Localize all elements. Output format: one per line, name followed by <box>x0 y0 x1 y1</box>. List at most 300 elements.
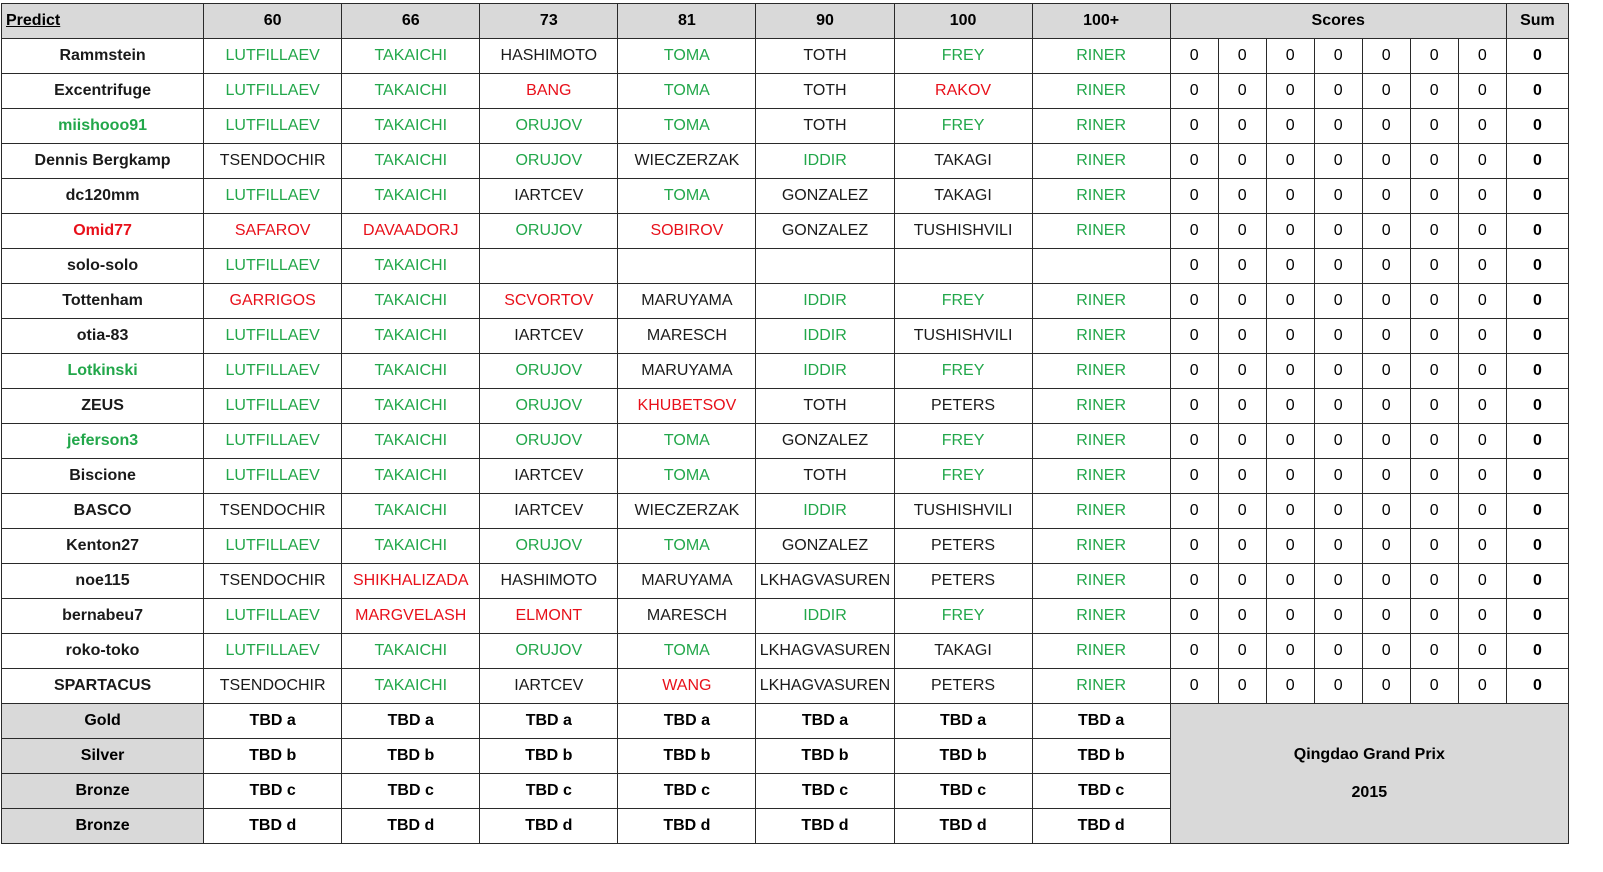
pick-cell[interactable]: SCVORTOV <box>480 284 618 319</box>
pick-cell[interactable]: FREY <box>894 354 1032 389</box>
score-cell[interactable]: 0 <box>1218 634 1266 669</box>
score-cell[interactable]: 0 <box>1218 424 1266 459</box>
score-cell[interactable]: 0 <box>1458 214 1506 249</box>
pick-cell[interactable]: TAKAICHI <box>342 669 480 704</box>
score-cell[interactable]: 0 <box>1314 109 1362 144</box>
participant-name[interactable]: jeferson3 <box>2 424 204 459</box>
score-cell[interactable]: 0 <box>1410 74 1458 109</box>
score-cell[interactable]: 0 <box>1410 599 1458 634</box>
score-cell[interactable]: 0 <box>1266 144 1314 179</box>
score-cell[interactable]: 0 <box>1266 214 1314 249</box>
score-cell[interactable]: 0 <box>1458 354 1506 389</box>
pick-cell[interactable]: TOMA <box>618 39 756 74</box>
score-cell[interactable]: 0 <box>1458 494 1506 529</box>
score-cell[interactable]: 0 <box>1218 39 1266 74</box>
pick-cell[interactable]: IDDIR <box>756 319 894 354</box>
sum-cell[interactable]: 0 <box>1506 424 1568 459</box>
pick-cell[interactable]: LUTFILLAEV <box>204 599 342 634</box>
score-cell[interactable]: 0 <box>1218 389 1266 424</box>
pick-cell[interactable]: RINER <box>1032 319 1170 354</box>
pick-cell[interactable]: ORUJOV <box>480 634 618 669</box>
pick-cell[interactable]: MARUYAMA <box>618 564 756 599</box>
score-cell[interactable]: 0 <box>1314 249 1362 284</box>
score-cell[interactable]: 0 <box>1170 249 1218 284</box>
pick-cell[interactable]: TOMA <box>618 529 756 564</box>
medal-result-cell[interactable]: TBD a <box>894 704 1032 739</box>
score-cell[interactable]: 0 <box>1362 284 1410 319</box>
pick-cell[interactable]: PETERS <box>894 564 1032 599</box>
pick-cell[interactable]: TOMA <box>618 424 756 459</box>
pick-cell[interactable]: TAKAICHI <box>342 494 480 529</box>
pick-cell[interactable]: LUTFILLAEV <box>204 249 342 284</box>
pick-cell[interactable]: TAKAICHI <box>342 354 480 389</box>
pick-cell[interactable]: TSENDOCHIR <box>204 669 342 704</box>
pick-cell[interactable]: RINER <box>1032 144 1170 179</box>
score-cell[interactable]: 0 <box>1314 354 1362 389</box>
score-cell[interactable]: 0 <box>1170 354 1218 389</box>
score-cell[interactable]: 0 <box>1266 319 1314 354</box>
pick-cell[interactable] <box>480 249 618 284</box>
pick-cell[interactable]: TOMA <box>618 459 756 494</box>
pick-cell[interactable]: IARTCEV <box>480 494 618 529</box>
participant-name[interactable]: Kenton27 <box>2 529 204 564</box>
score-cell[interactable]: 0 <box>1458 634 1506 669</box>
score-cell[interactable]: 0 <box>1362 634 1410 669</box>
pick-cell[interactable]: DAVAADORJ <box>342 214 480 249</box>
pick-cell[interactable]: TAKAICHI <box>342 634 480 669</box>
score-cell[interactable]: 0 <box>1410 424 1458 459</box>
score-cell[interactable]: 0 <box>1266 494 1314 529</box>
score-cell[interactable]: 0 <box>1218 179 1266 214</box>
pick-cell[interactable]: TSENDOCHIR <box>204 144 342 179</box>
score-cell[interactable]: 0 <box>1218 529 1266 564</box>
pick-cell[interactable]: LUTFILLAEV <box>204 319 342 354</box>
pick-cell[interactable]: PETERS <box>894 529 1032 564</box>
participant-name[interactable]: solo-solo <box>2 249 204 284</box>
pick-cell[interactable]: BANG <box>480 74 618 109</box>
score-cell[interactable]: 0 <box>1266 179 1314 214</box>
pick-cell[interactable]: IARTCEV <box>480 319 618 354</box>
score-cell[interactable]: 0 <box>1266 389 1314 424</box>
score-cell[interactable]: 0 <box>1458 284 1506 319</box>
pick-cell[interactable]: ORUJOV <box>480 144 618 179</box>
pick-cell[interactable]: RINER <box>1032 354 1170 389</box>
pick-cell[interactable]: FREY <box>894 599 1032 634</box>
score-cell[interactable]: 0 <box>1170 424 1218 459</box>
score-cell[interactable]: 0 <box>1458 389 1506 424</box>
score-cell[interactable]: 0 <box>1170 319 1218 354</box>
pick-cell[interactable]: TUSHISHVILI <box>894 494 1032 529</box>
pick-cell[interactable]: ORUJOV <box>480 109 618 144</box>
pick-cell[interactable] <box>1032 249 1170 284</box>
score-cell[interactable]: 0 <box>1458 424 1506 459</box>
score-cell[interactable]: 0 <box>1218 669 1266 704</box>
score-cell[interactable]: 0 <box>1218 564 1266 599</box>
pick-cell[interactable]: TOMA <box>618 109 756 144</box>
pick-cell[interactable]: MARESCH <box>618 319 756 354</box>
pick-cell[interactable]: IARTCEV <box>480 459 618 494</box>
participant-name[interactable]: Rammstein <box>2 39 204 74</box>
weight-header-100[interactable]: 100 <box>894 4 1032 39</box>
score-cell[interactable]: 0 <box>1410 634 1458 669</box>
predict-header[interactable]: Predict <box>2 4 204 39</box>
score-cell[interactable]: 0 <box>1362 424 1410 459</box>
pick-cell[interactable]: LUTFILLAEV <box>204 459 342 494</box>
pick-cell[interactable]: TUSHISHVILI <box>894 319 1032 354</box>
pick-cell[interactable]: TAKAICHI <box>342 389 480 424</box>
pick-cell[interactable]: RINER <box>1032 599 1170 634</box>
weight-header-90[interactable]: 90 <box>756 4 894 39</box>
score-cell[interactable]: 0 <box>1170 564 1218 599</box>
score-cell[interactable]: 0 <box>1410 389 1458 424</box>
pick-cell[interactable]: ORUJOV <box>480 424 618 459</box>
score-cell[interactable]: 0 <box>1314 284 1362 319</box>
pick-cell[interactable]: ORUJOV <box>480 354 618 389</box>
score-cell[interactable]: 0 <box>1266 529 1314 564</box>
pick-cell[interactable]: TOTH <box>756 109 894 144</box>
score-cell[interactable]: 0 <box>1314 564 1362 599</box>
weight-header-81[interactable]: 81 <box>618 4 756 39</box>
pick-cell[interactable]: RINER <box>1032 564 1170 599</box>
score-cell[interactable]: 0 <box>1314 74 1362 109</box>
pick-cell[interactable]: TUSHISHVILI <box>894 214 1032 249</box>
medal-result-cell[interactable]: TBD d <box>342 809 480 844</box>
medal-result-cell[interactable]: TBD d <box>618 809 756 844</box>
pick-cell[interactable]: LUTFILLAEV <box>204 109 342 144</box>
pick-cell[interactable]: WIECZERZAK <box>618 494 756 529</box>
medal-result-cell[interactable]: TBD c <box>204 774 342 809</box>
score-cell[interactable]: 0 <box>1410 249 1458 284</box>
score-cell[interactable]: 0 <box>1362 494 1410 529</box>
sum-cell[interactable]: 0 <box>1506 179 1568 214</box>
pick-cell[interactable]: PETERS <box>894 669 1032 704</box>
score-cell[interactable]: 0 <box>1314 599 1362 634</box>
sum-cell[interactable]: 0 <box>1506 634 1568 669</box>
pick-cell[interactable]: LKHAGVASUREN <box>756 669 894 704</box>
pick-cell[interactable]: ELMONT <box>480 599 618 634</box>
score-cell[interactable]: 0 <box>1266 669 1314 704</box>
medal-result-cell[interactable]: TBD a <box>342 704 480 739</box>
score-cell[interactable]: 0 <box>1266 424 1314 459</box>
pick-cell[interactable]: IDDIR <box>756 599 894 634</box>
score-cell[interactable]: 0 <box>1458 319 1506 354</box>
pick-cell[interactable]: TAKAICHI <box>342 39 480 74</box>
score-cell[interactable]: 0 <box>1266 599 1314 634</box>
score-cell[interactable]: 0 <box>1314 389 1362 424</box>
pick-cell[interactable]: TOTH <box>756 74 894 109</box>
participant-name[interactable]: miishooo91 <box>2 109 204 144</box>
pick-cell[interactable]: RINER <box>1032 39 1170 74</box>
medal-result-cell[interactable]: TBD c <box>342 774 480 809</box>
participant-name[interactable]: roko-toko <box>2 634 204 669</box>
score-cell[interactable]: 0 <box>1314 319 1362 354</box>
pick-cell[interactable]: TAKAICHI <box>342 74 480 109</box>
pick-cell[interactable]: TOMA <box>618 74 756 109</box>
sum-cell[interactable]: 0 <box>1506 74 1568 109</box>
score-cell[interactable]: 0 <box>1410 144 1458 179</box>
score-cell[interactable]: 0 <box>1266 74 1314 109</box>
score-cell[interactable]: 0 <box>1314 39 1362 74</box>
sum-cell[interactable]: 0 <box>1506 669 1568 704</box>
participant-name[interactable]: Biscione <box>2 459 204 494</box>
score-cell[interactable]: 0 <box>1458 249 1506 284</box>
participant-name[interactable]: bernabeu7 <box>2 599 204 634</box>
pick-cell[interactable]: FREY <box>894 424 1032 459</box>
pick-cell[interactable]: LUTFILLAEV <box>204 389 342 424</box>
pick-cell[interactable]: IARTCEV <box>480 669 618 704</box>
pick-cell[interactable]: GONZALEZ <box>756 214 894 249</box>
pick-cell[interactable]: TAKAICHI <box>342 179 480 214</box>
score-cell[interactable]: 0 <box>1314 214 1362 249</box>
score-cell[interactable]: 0 <box>1410 354 1458 389</box>
pick-cell[interactable]: TAKAICHI <box>342 424 480 459</box>
pick-cell[interactable]: TOTH <box>756 39 894 74</box>
pick-cell[interactable]: TOMA <box>618 179 756 214</box>
sum-cell[interactable]: 0 <box>1506 109 1568 144</box>
pick-cell[interactable]: IARTCEV <box>480 179 618 214</box>
pick-cell[interactable]: WANG <box>618 669 756 704</box>
pick-cell[interactable]: RINER <box>1032 74 1170 109</box>
score-cell[interactable]: 0 <box>1266 284 1314 319</box>
pick-cell[interactable]: MARUYAMA <box>618 354 756 389</box>
medal-label[interactable]: Bronze <box>2 809 204 844</box>
score-cell[interactable]: 0 <box>1314 424 1362 459</box>
medal-result-cell[interactable]: TBD d <box>480 809 618 844</box>
sum-cell[interactable]: 0 <box>1506 39 1568 74</box>
score-cell[interactable]: 0 <box>1170 109 1218 144</box>
pick-cell[interactable]: WIECZERZAK <box>618 144 756 179</box>
pick-cell[interactable]: RINER <box>1032 284 1170 319</box>
score-cell[interactable]: 0 <box>1314 459 1362 494</box>
pick-cell[interactable]: TSENDOCHIR <box>204 564 342 599</box>
pick-cell[interactable]: MARUYAMA <box>618 284 756 319</box>
pick-cell[interactable]: MARGVELASH <box>342 599 480 634</box>
pick-cell[interactable]: GARRIGOS <box>204 284 342 319</box>
participant-name[interactable]: SPARTACUS <box>2 669 204 704</box>
score-cell[interactable]: 0 <box>1170 669 1218 704</box>
pick-cell[interactable]: ORUJOV <box>480 529 618 564</box>
score-cell[interactable]: 0 <box>1170 634 1218 669</box>
pick-cell[interactable]: FREY <box>894 109 1032 144</box>
weight-header-66[interactable]: 66 <box>342 4 480 39</box>
pick-cell[interactable]: SAFAROV <box>204 214 342 249</box>
pick-cell[interactable]: FREY <box>894 284 1032 319</box>
pick-cell[interactable]: TAKAGI <box>894 634 1032 669</box>
medal-result-cell[interactable]: TBD a <box>756 704 894 739</box>
pick-cell[interactable]: RINER <box>1032 424 1170 459</box>
pick-cell[interactable]: TSENDOCHIR <box>204 494 342 529</box>
participant-name[interactable]: BASCO <box>2 494 204 529</box>
score-cell[interactable]: 0 <box>1362 144 1410 179</box>
medal-result-cell[interactable]: TBD a <box>204 704 342 739</box>
pick-cell[interactable]: RINER <box>1032 214 1170 249</box>
score-cell[interactable]: 0 <box>1362 179 1410 214</box>
participant-name[interactable]: Dennis Bergkamp <box>2 144 204 179</box>
score-cell[interactable]: 0 <box>1362 389 1410 424</box>
score-cell[interactable]: 0 <box>1458 564 1506 599</box>
score-cell[interactable]: 0 <box>1170 284 1218 319</box>
medal-result-cell[interactable]: TBD a <box>1032 704 1170 739</box>
score-cell[interactable]: 0 <box>1362 564 1410 599</box>
score-cell[interactable]: 0 <box>1218 599 1266 634</box>
score-cell[interactable]: 0 <box>1458 599 1506 634</box>
score-cell[interactable]: 0 <box>1410 39 1458 74</box>
score-cell[interactable]: 0 <box>1218 249 1266 284</box>
pick-cell[interactable]: LUTFILLAEV <box>204 179 342 214</box>
score-cell[interactable]: 0 <box>1362 319 1410 354</box>
medal-result-cell[interactable]: TBD d <box>1032 809 1170 844</box>
score-cell[interactable]: 0 <box>1410 319 1458 354</box>
sum-cell[interactable]: 0 <box>1506 319 1568 354</box>
sum-cell[interactable]: 0 <box>1506 564 1568 599</box>
score-cell[interactable]: 0 <box>1266 459 1314 494</box>
sum-cell[interactable]: 0 <box>1506 599 1568 634</box>
score-cell[interactable]: 0 <box>1266 249 1314 284</box>
score-cell[interactable]: 0 <box>1410 529 1458 564</box>
medal-label[interactable]: Gold <box>2 704 204 739</box>
score-cell[interactable]: 0 <box>1170 529 1218 564</box>
pick-cell[interactable]: HASHIMOTO <box>480 564 618 599</box>
medal-result-cell[interactable]: TBD d <box>894 809 1032 844</box>
score-cell[interactable]: 0 <box>1458 74 1506 109</box>
score-cell[interactable]: 0 <box>1362 599 1410 634</box>
sum-cell[interactable]: 0 <box>1506 284 1568 319</box>
pick-cell[interactable]: RINER <box>1032 179 1170 214</box>
medal-result-cell[interactable]: TBD d <box>756 809 894 844</box>
pick-cell[interactable]: RINER <box>1032 494 1170 529</box>
pick-cell[interactable]: LUTFILLAEV <box>204 354 342 389</box>
pick-cell[interactable]: LUTFILLAEV <box>204 634 342 669</box>
medal-result-cell[interactable]: TBD b <box>342 739 480 774</box>
score-cell[interactable]: 0 <box>1266 109 1314 144</box>
score-cell[interactable]: 0 <box>1362 669 1410 704</box>
participant-name[interactable]: ZEUS <box>2 389 204 424</box>
score-cell[interactable]: 0 <box>1458 144 1506 179</box>
medal-result-cell[interactable]: TBD a <box>618 704 756 739</box>
score-cell[interactable]: 0 <box>1218 74 1266 109</box>
medal-result-cell[interactable]: TBD b <box>480 739 618 774</box>
score-cell[interactable]: 0 <box>1362 459 1410 494</box>
score-cell[interactable]: 0 <box>1410 564 1458 599</box>
score-cell[interactable]: 0 <box>1170 214 1218 249</box>
pick-cell[interactable]: TAKAICHI <box>342 144 480 179</box>
score-cell[interactable]: 0 <box>1218 214 1266 249</box>
score-cell[interactable]: 0 <box>1362 39 1410 74</box>
medal-result-cell[interactable]: TBD b <box>618 739 756 774</box>
sum-cell[interactable]: 0 <box>1506 144 1568 179</box>
participant-name[interactable]: Lotkinski <box>2 354 204 389</box>
score-cell[interactable]: 0 <box>1314 144 1362 179</box>
participant-name[interactable]: Excentrifuge <box>2 74 204 109</box>
pick-cell[interactable]: LUTFILLAEV <box>204 74 342 109</box>
score-cell[interactable]: 0 <box>1218 459 1266 494</box>
pick-cell[interactable]: LUTFILLAEV <box>204 529 342 564</box>
score-cell[interactable]: 0 <box>1314 494 1362 529</box>
score-cell[interactable]: 0 <box>1218 319 1266 354</box>
pick-cell[interactable]: RINER <box>1032 669 1170 704</box>
pick-cell[interactable]: TAKAICHI <box>342 529 480 564</box>
pick-cell[interactable]: RINER <box>1032 529 1170 564</box>
participant-name[interactable]: dc120mm <box>2 179 204 214</box>
pick-cell[interactable]: GONZALEZ <box>756 529 894 564</box>
pick-cell[interactable]: RAKOV <box>894 74 1032 109</box>
medal-result-cell[interactable]: TBD b <box>204 739 342 774</box>
participant-name[interactable]: noe115 <box>2 564 204 599</box>
score-cell[interactable]: 0 <box>1410 179 1458 214</box>
pick-cell[interactable]: TAKAICHI <box>342 249 480 284</box>
pick-cell[interactable] <box>756 249 894 284</box>
pick-cell[interactable]: IDDIR <box>756 144 894 179</box>
pick-cell[interactable]: MARESCH <box>618 599 756 634</box>
pick-cell[interactable]: TAKAICHI <box>342 109 480 144</box>
pick-cell[interactable]: LUTFILLAEV <box>204 424 342 459</box>
pick-cell[interactable]: ORUJOV <box>480 389 618 424</box>
participant-name[interactable]: Omid77 <box>2 214 204 249</box>
pick-cell[interactable]: TOTH <box>756 389 894 424</box>
weight-header-73[interactable]: 73 <box>480 4 618 39</box>
score-cell[interactable]: 0 <box>1458 529 1506 564</box>
pick-cell[interactable]: SHIKHALIZADA <box>342 564 480 599</box>
sum-header[interactable]: Sum <box>1506 4 1568 39</box>
score-cell[interactable]: 0 <box>1266 634 1314 669</box>
medal-result-cell[interactable]: TBD c <box>480 774 618 809</box>
score-cell[interactable]: 0 <box>1218 284 1266 319</box>
score-cell[interactable]: 0 <box>1266 564 1314 599</box>
pick-cell[interactable]: RINER <box>1032 634 1170 669</box>
pick-cell[interactable] <box>618 249 756 284</box>
pick-cell[interactable]: RINER <box>1032 459 1170 494</box>
score-cell[interactable]: 0 <box>1362 529 1410 564</box>
score-cell[interactable]: 0 <box>1458 39 1506 74</box>
weight-header-100-plus[interactable]: 100+ <box>1032 4 1170 39</box>
medal-label[interactable]: Bronze <box>2 774 204 809</box>
pick-cell[interactable]: RINER <box>1032 389 1170 424</box>
medal-result-cell[interactable]: TBD a <box>480 704 618 739</box>
score-cell[interactable]: 0 <box>1170 74 1218 109</box>
score-cell[interactable]: 0 <box>1410 109 1458 144</box>
pick-cell[interactable]: TOTH <box>756 459 894 494</box>
medal-label[interactable]: Silver <box>2 739 204 774</box>
score-cell[interactable]: 0 <box>1362 214 1410 249</box>
sum-cell[interactable]: 0 <box>1506 249 1568 284</box>
score-cell[interactable]: 0 <box>1458 179 1506 214</box>
medal-result-cell[interactable]: TBD b <box>1032 739 1170 774</box>
pick-cell[interactable]: GONZALEZ <box>756 424 894 459</box>
pick-cell[interactable]: SOBIROV <box>618 214 756 249</box>
pick-cell[interactable] <box>894 249 1032 284</box>
score-cell[interactable]: 0 <box>1170 459 1218 494</box>
score-cell[interactable]: 0 <box>1170 599 1218 634</box>
medal-result-cell[interactable]: TBD c <box>618 774 756 809</box>
pick-cell[interactable]: LUTFILLAEV <box>204 39 342 74</box>
medal-result-cell[interactable]: TBD b <box>894 739 1032 774</box>
medal-result-cell[interactable]: TBD c <box>756 774 894 809</box>
score-cell[interactable]: 0 <box>1410 284 1458 319</box>
pick-cell[interactable]: TAKAICHI <box>342 459 480 494</box>
scores-header[interactable]: Scores <box>1170 4 1506 39</box>
pick-cell[interactable]: TAKAICHI <box>342 284 480 319</box>
score-cell[interactable]: 0 <box>1362 354 1410 389</box>
score-cell[interactable]: 0 <box>1170 389 1218 424</box>
score-cell[interactable]: 0 <box>1218 354 1266 389</box>
score-cell[interactable]: 0 <box>1170 494 1218 529</box>
sum-cell[interactable]: 0 <box>1506 214 1568 249</box>
pick-cell[interactable]: RINER <box>1032 109 1170 144</box>
sum-cell[interactable]: 0 <box>1506 389 1568 424</box>
medal-result-cell[interactable]: TBD c <box>894 774 1032 809</box>
score-cell[interactable]: 0 <box>1410 214 1458 249</box>
pick-cell[interactable]: TAKAGI <box>894 144 1032 179</box>
